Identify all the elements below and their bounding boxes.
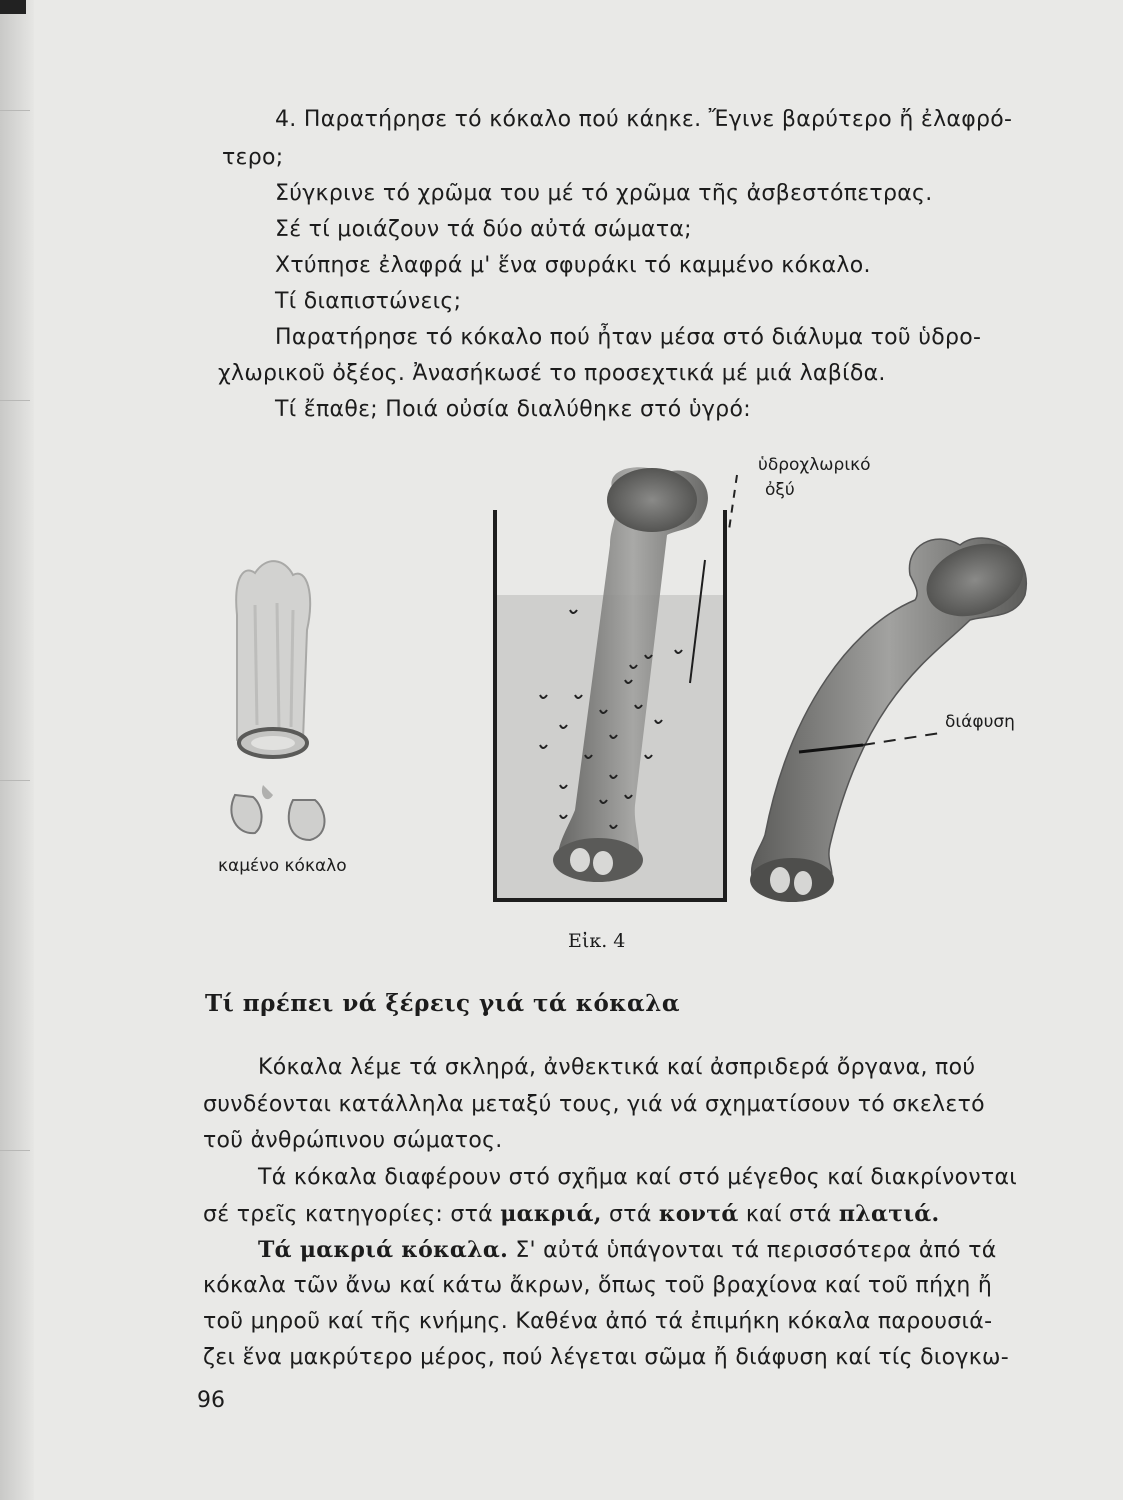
paragraph-question: Τί ἔπαθε; Ποιά οὐσία διαλύθηκε στό ὑγρό: bbox=[275, 397, 751, 422]
section-paragraph-3-line3: τοῦ μηροῦ καί τῆς κνήμης. Καθένα ἀπό τά ἐπιμήκη κόκαλα παρουσιά- bbox=[203, 1309, 993, 1334]
page-edge-line bbox=[0, 110, 30, 111]
categories-connector: στά bbox=[609, 1202, 652, 1227]
section-paragraph-1-line2: συνδέονται κατάλληλα μεταξύ τους, γιά νά σχηματίσουν τό σκελετό bbox=[203, 1092, 985, 1117]
paragraph-hammer: Χτύπησε ἐλαφρά μ' ἕνα σφυράκι τό καμμένο κόκαλο. bbox=[275, 253, 871, 278]
bone-experiment-figure bbox=[215, 455, 1065, 925]
section-paragraph-2-line2 bbox=[203, 1196, 940, 1233]
section-paragraph-3-line2: κόκαλα τῶν ἄνω καί κάτω ἄκρων, ὅπως τοῦ βραχίονα καί τοῦ πήχη ἤ bbox=[203, 1273, 993, 1298]
page-edge-line bbox=[0, 1150, 30, 1151]
paragraph-4-line2: τερο; bbox=[222, 145, 284, 170]
paragraph-similarity: Σέ τί μοιάζουν τά δύο αὐτά σώματα; bbox=[275, 217, 692, 242]
section-paragraph-1-line3: τοῦ ἀνθρώπινου σώματος. bbox=[203, 1128, 503, 1153]
page-corner bbox=[0, 0, 26, 14]
page-number: 96 bbox=[197, 1388, 225, 1413]
long-bones-text: Σ' αὐτά ὑπάγονται τά περισσότερα ἀπό τά bbox=[515, 1238, 997, 1263]
page-edge-line bbox=[0, 400, 30, 401]
paragraph-acid-line2: χλωρικοῦ ὀξέος. Ἀνασήκωσέ το προσεχτικά μέ μιά λαβίδα. bbox=[218, 361, 886, 386]
paragraph-acid-line1: Παρατήρησε τό κόκαλο πού ἦταν μέσα στό διάλυμα τοῦ ὑδρο- bbox=[275, 325, 982, 350]
categories-intro: σέ τρεῖς κατηγορίες: στά bbox=[203, 1202, 493, 1227]
page-edge bbox=[0, 0, 34, 1500]
label-diaphysis: διάφυση bbox=[945, 712, 1015, 732]
section-paragraph-3-line1 bbox=[258, 1232, 997, 1269]
section-paragraph-3-line4: ζει ἕνα μακρύτερο μέρος, πού λέγεται σῶμα ἤ διάφυση καί τίς διογκω- bbox=[203, 1345, 1009, 1370]
paragraph-4-line1: 4. Παρατήρησε τό κόκαλο πού κάηκε. Ἔγινε βαρύτερο ἤ ἐλαφρό- bbox=[275, 107, 1013, 132]
section-paragraph-2-line1: Τά κόκαλα διαφέρουν στό σχῆμα καί στό μέγεθος καί διακρίνονται bbox=[258, 1165, 1018, 1190]
section-paragraph-1-line1: Κόκαλα λέμε τά σκληρά, ἀνθεκτικά καί ἀσπριδερά ὄργανα, πού bbox=[258, 1055, 976, 1080]
categories-connector-2: καί στά bbox=[745, 1202, 832, 1227]
paragraph-observe: Τί διαπιστώνεις; bbox=[275, 289, 462, 314]
category-short: κοντά bbox=[658, 1201, 739, 1227]
label-acid-line1: ὑδροχλωρικό bbox=[758, 455, 871, 475]
category-long: μακριά, bbox=[500, 1201, 602, 1227]
figure-caption: Εἰκ. 4 bbox=[568, 930, 626, 952]
label-burned-bone: καμένο κόκαλο bbox=[218, 856, 347, 876]
paragraph-compare-color: Σύγκρινε τό χρῶμα του μέ τό χρῶμα τῆς ἀσβεστόπετρας. bbox=[275, 181, 933, 206]
burned-bone-illustration bbox=[231, 561, 324, 840]
section-heading: Τί πρέπει νά ξέρεις γιά τά κόκαλα bbox=[205, 990, 681, 1017]
category-flat: πλατιά. bbox=[838, 1201, 940, 1227]
beaker-illustration bbox=[495, 467, 737, 900]
label-acid-line2: ὀξύ bbox=[765, 480, 795, 500]
long-bones-heading: Τά μακριά κόκαλα. bbox=[258, 1237, 509, 1263]
page-edge-line bbox=[0, 780, 30, 781]
